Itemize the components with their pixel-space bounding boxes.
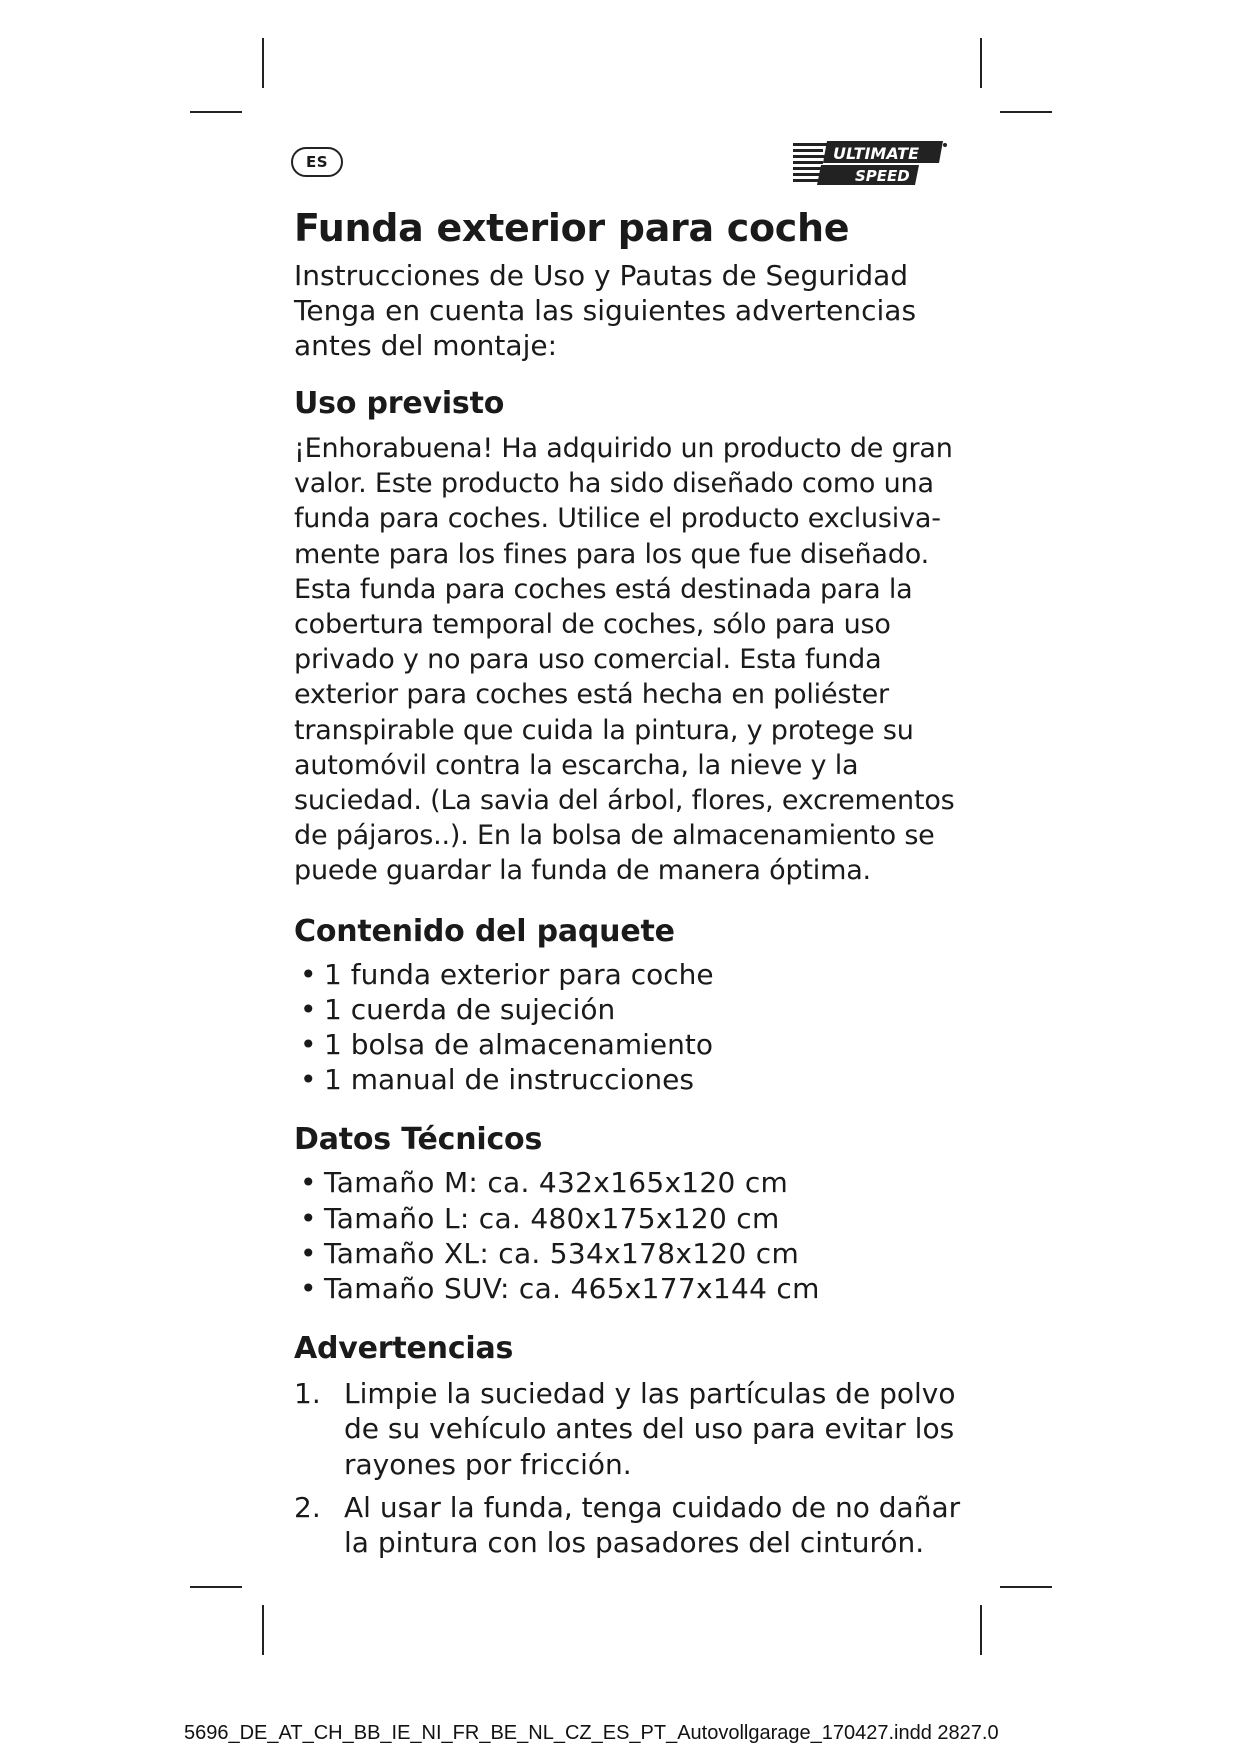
list-item: • 1 funda exterior para coche [294, 957, 984, 992]
list-number: 1. [294, 1377, 321, 1411]
list-item: • Tamaño M: ca. 432x165x120 cm [294, 1165, 984, 1200]
crop-mark [190, 111, 242, 113]
list-item: • Tamaño XL: ca. 534x178x120 cm [294, 1236, 984, 1271]
crop-mark [262, 1605, 264, 1655]
section-uso-previsto [294, 383, 984, 889]
list-text: Al usar la funda, tenga cuidado de no dañar la pintura con los pasadores del cinturón. [344, 1490, 961, 1560]
list-item: • Tamaño L: ca. 480x175x120 cm [294, 1201, 984, 1236]
crop-mark [980, 1605, 982, 1655]
section-heading: Contenido del paquete [294, 913, 675, 949]
technical-data-list [294, 1165, 984, 1306]
page-content [294, 200, 984, 1568]
subtitle-line: Tenga en cuenta las siguientes advertencias antes del montaje: [294, 294, 917, 362]
crop-mark [1000, 1586, 1052, 1588]
subtitle [294, 258, 984, 363]
package-contents-list [294, 957, 984, 1098]
section-datos-tecnicos [294, 1119, 984, 1306]
crop-mark [980, 38, 982, 88]
section-body: ¡Enhorabuena! Ha adquirido un producto de gran valor. Este producto ha sido diseñado como una funda para coches. Utilice el producto exclusivamente para los fines para los que fue diseñado. Esta funda para coches está destinada para la cobertura temporal de coches, sólo para uso privado y no para uso comercial. Esta funda exterior para coches está hecha en poliéster transpirable que cuida la pintura, y protege su automóvil contra la escarcha, la nieve y la suciedad. (La savia del árbol, flores, excrementos de pájaros..). En la bolsa de almacenamiento se puede guardar la funda de manera óptima. [294, 433, 955, 887]
section-contenido [294, 911, 984, 1098]
language-badge: ES [291, 147, 343, 177]
print-slug: 5696_DE_AT_CH_BB_IE_NI_FR_BE_NL_CZ_ES_PT_Autovollgarage_170427.indd 2827.0 [184, 1722, 999, 1744]
brand-logo [793, 139, 949, 189]
list-item: • 1 bolsa de almacenamiento [294, 1027, 984, 1062]
crop-mark [1000, 111, 1052, 113]
crop-mark [190, 1586, 242, 1588]
logo-line2: SPEED [855, 167, 910, 185]
crop-mark [262, 38, 264, 88]
list-item: • 1 manual de instrucciones [294, 1062, 984, 1097]
list-text: Limpie la suciedad y las partículas de polvo de su vehículo antes del uso para evitar los rayones por fricción. [344, 1377, 956, 1481]
list-number: 2. [294, 1490, 321, 1524]
logo-line1: ULTIMATE [833, 144, 920, 163]
warnings-list [294, 1376, 984, 1560]
list-item: • 1 cuerda de sujeción [294, 992, 984, 1027]
section-heading: Datos Técnicos [294, 1122, 543, 1158]
list-item [294, 1490, 984, 1560]
subtitle-line: Instrucciones de Uso y Pautas de Seguridad [294, 259, 909, 292]
section-advertencias [294, 1328, 984, 1560]
section-heading: Uso previsto [294, 386, 505, 421]
list-item: • Tamaño SUV: ca. 465x177x144 cm [294, 1271, 984, 1306]
list-item [294, 1376, 984, 1482]
section-heading: Advertencias [294, 1331, 514, 1367]
page-title: Funda exterior para coche [294, 206, 850, 250]
